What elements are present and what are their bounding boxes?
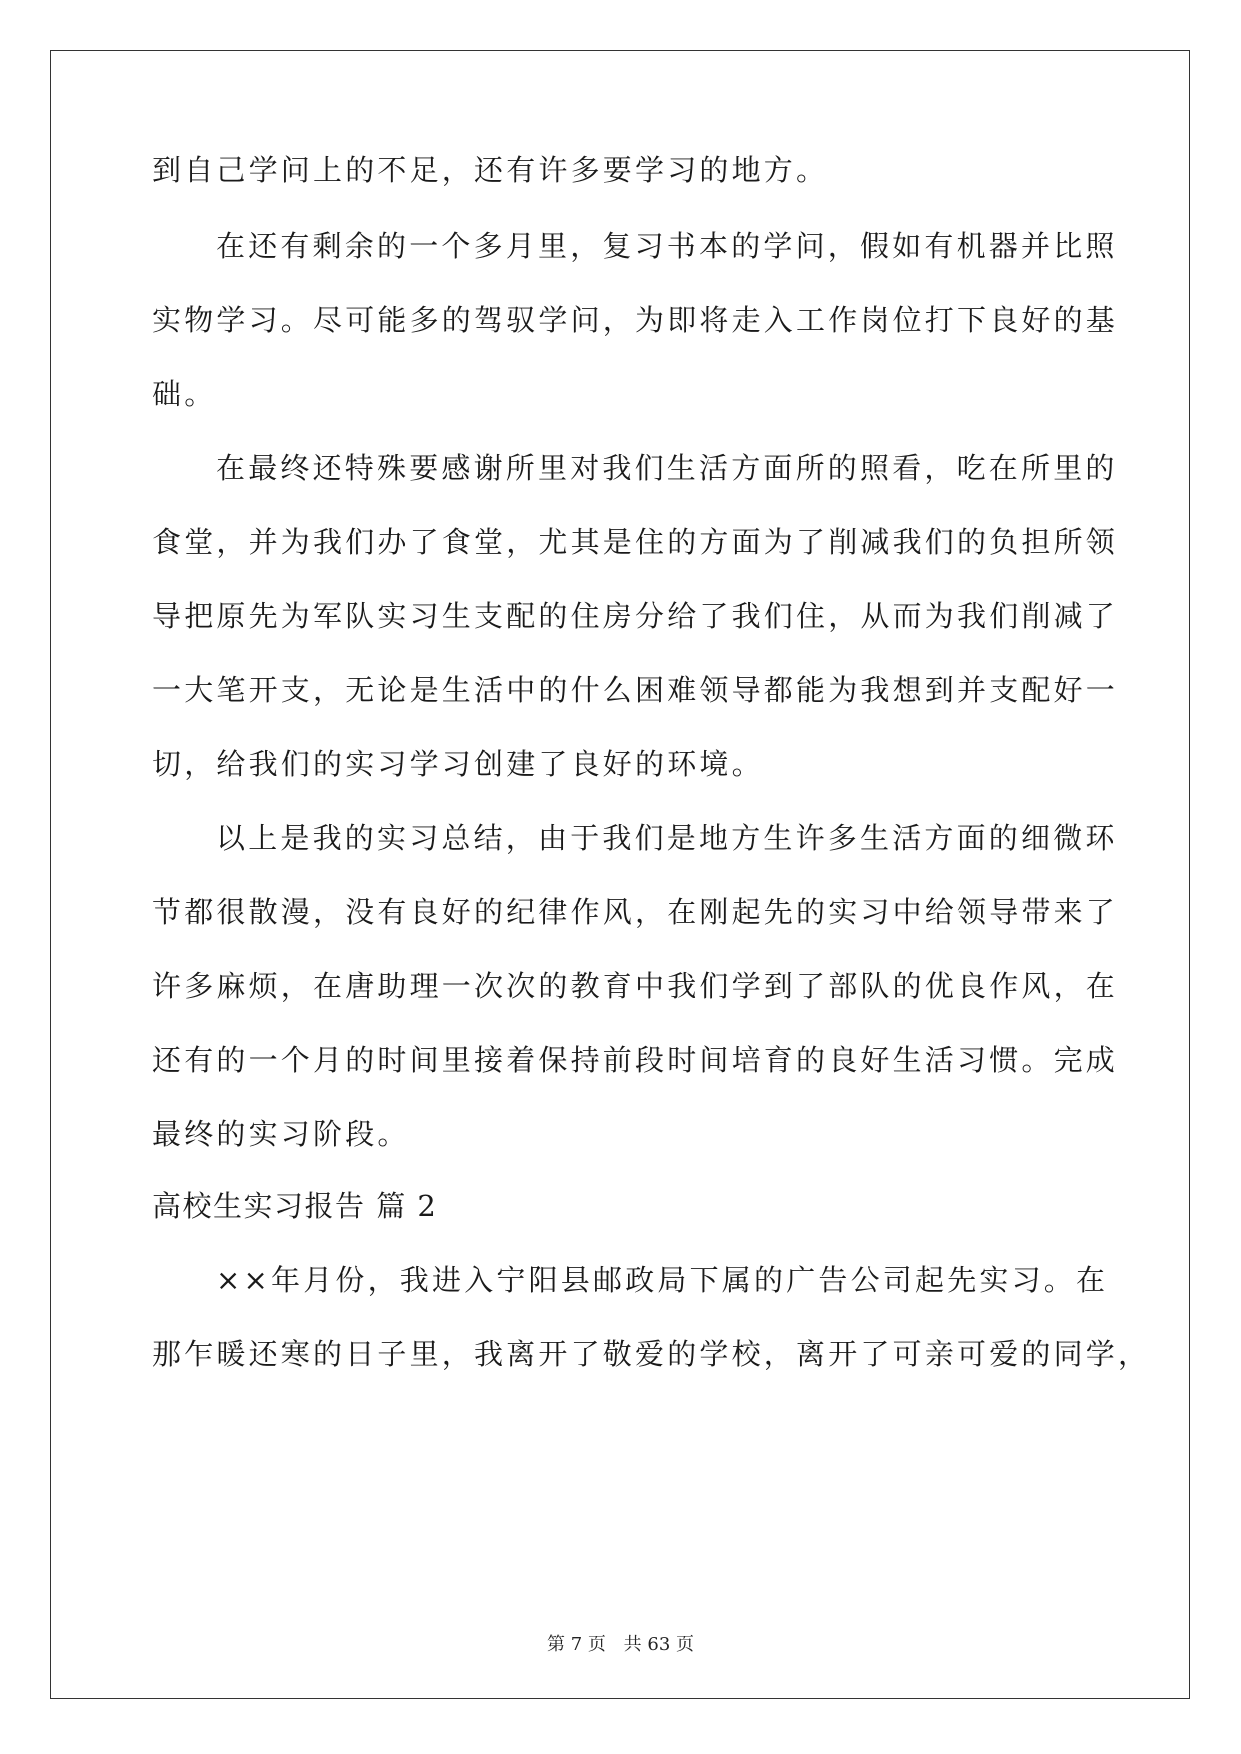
text-line: 食堂，并为我们办了食堂，尤其是住的方面为了削减我们的负担所领: [152, 525, 1119, 559]
page-total: 共 63 页: [623, 1634, 694, 1655]
text-line: 还有的一个月的时间里接着保持前段时间培育的良好生活习惯。完成: [152, 1043, 1119, 1077]
paragraph-line: 以上是我的实习总结，由于我们是地方生许多生活方面的细微环: [216, 821, 1118, 855]
text-line: 一大笔开支，无论是生活中的什么困难领导都能为我想到并支配好一: [152, 673, 1119, 707]
text-line: 础。: [152, 377, 217, 411]
text-line: 导把原先为军队实习生支配的住房分给了我们住，从而为我们削减了: [152, 599, 1119, 633]
page-footer: [0, 1630, 1241, 1656]
text-line: 实物学习。尽可能多的驾驭学问，为即将走入工作岗位打下良好的基: [152, 303, 1119, 337]
text-line: 许多麻烦，在唐助理一次次的教育中我们学到了部队的优良作风，在: [152, 969, 1119, 1003]
page-border: [50, 50, 1190, 1699]
text-line: 到自己学问上的不足，还有许多要学习的地方。: [152, 153, 829, 187]
section-heading: 高校生实习报告 篇 2: [152, 1189, 438, 1223]
text-line: 那乍暖还寒的日子里，我离开了敬爱的学校，离开了可亲可爱的同学，: [152, 1337, 1151, 1371]
paragraph-line: 在最终还特殊要感谢所里对我们生活方面所的照看，吃在所里的: [216, 451, 1118, 485]
text-line: 节都很散漫，没有良好的纪律作风，在刚起先的实习中给领导带来了: [152, 895, 1119, 929]
text-line: 最终的实习阶段。: [152, 1117, 410, 1151]
paragraph-line: 在还有剩余的一个多月里，复习书本的学问，假如有机器并比照: [216, 229, 1118, 263]
text-line: 切，给我们的实习学习创建了良好的环境。: [152, 747, 764, 781]
page-number: 第 7 页: [547, 1634, 606, 1655]
paragraph-line: ××年月份，我进入宁阳县邮政局下属的广告公司起先实习。在: [216, 1263, 1109, 1297]
